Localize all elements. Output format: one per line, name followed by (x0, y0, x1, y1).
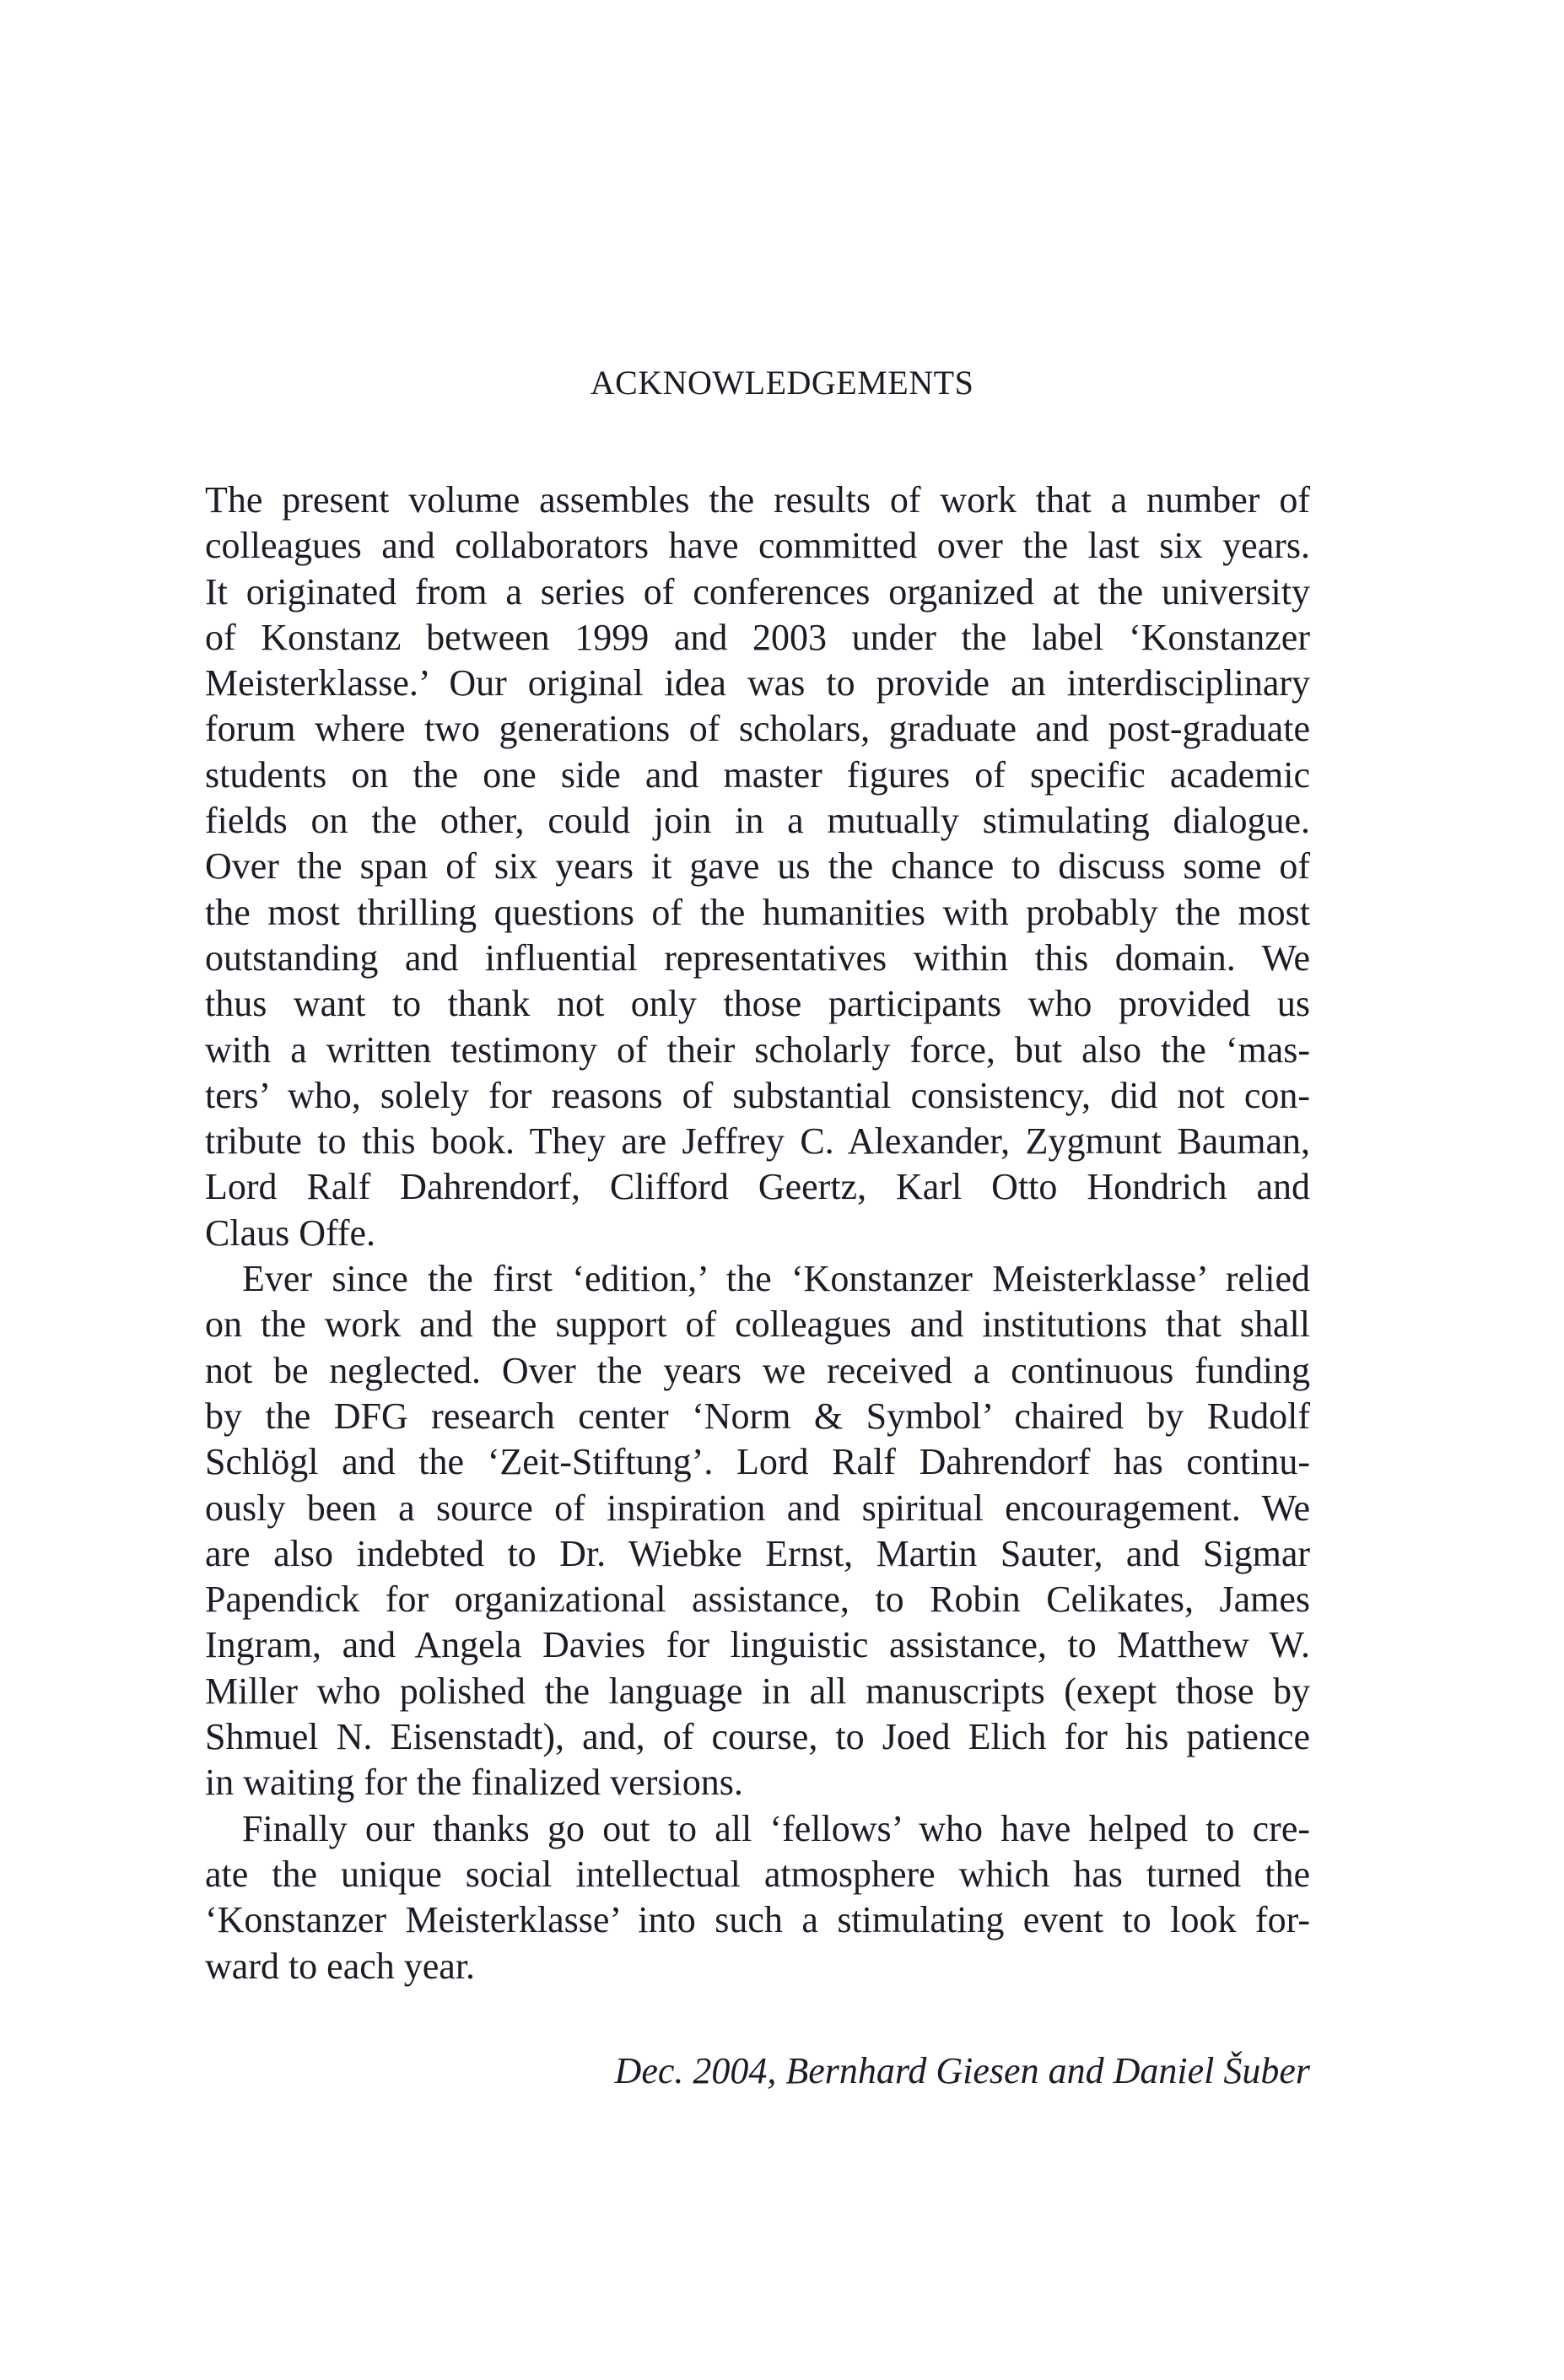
text-line: fields on the other, could join in a mutually stimulating dialogue. (205, 800, 1310, 842)
text-line: Over the span of six years it gave us the chance to discuss some of (205, 845, 1310, 888)
text-line: ters’ who, solely for reasons of substantial consistency, did not con- (205, 1074, 1310, 1116)
text-line: tribute to this book. They are Jeffrey C. Alexander, Zygmunt Bauman, (205, 1120, 1310, 1163)
text-line: are also indebted to Dr. Wiebke Ernst, Martin Sauter, and Sigmar (205, 1532, 1310, 1574)
text-line: Lord Ralf Dahrendorf, Clifford Geertz, Karl Otto Hondrich and (205, 1166, 1310, 1208)
text-line: ate the unique social intellectual atmosphere which has turned the (205, 1853, 1310, 1895)
text-line: Miller who polished the language in all manuscripts (exept those by (205, 1670, 1310, 1712)
text-line: Ingram, and Angela Davies for linguistic assistance, to Matthew W. (205, 1624, 1310, 1666)
text-line: colleagues and collaborators have committed over the last six years. (205, 525, 1310, 567)
text-line: Papendick for organizational assistance, to Robin Celikates, James (205, 1579, 1310, 1621)
text-line: in waiting for the finalized versions. (205, 1762, 743, 1804)
paragraph-1 (205, 478, 1310, 1256)
paragraph-3 (205, 1806, 1310, 1989)
text-line: It originated from a series of conferences organized at the university (205, 570, 1310, 613)
text-line: The present volume assembles the results of work that a number of (205, 479, 1310, 521)
paragraph-2 (205, 1256, 1310, 1806)
page-title: ACKNOWLEDGEMENTS (590, 364, 974, 402)
text-line: Meisterklasse.’ Our original idea was to provide an interdisciplinary (205, 662, 1310, 704)
text-line: not be neglected. Over the years we received a continuous funding (205, 1349, 1310, 1391)
text-line: on the work and the support of colleagues and institutions that shall (205, 1303, 1310, 1346)
text-line: Claus Offe. (205, 1212, 376, 1254)
text-line: the most thrilling questions of the humanities with probably the most (205, 891, 1310, 933)
text-line: by the DFG research center ‘Norm & Symbol’ chaired by Rudolf (205, 1395, 1310, 1437)
signature-line: Dec. 2004, Bernhard Giesen and Daniel Šuber (614, 2050, 1310, 2091)
text-line: students on the one side and master figures of specific academic (205, 753, 1310, 796)
text-line: ‘Konstanzer Meisterklasse’ into such a stimulating event to look for- (205, 1899, 1310, 1941)
text-line: Finally our thanks go out to all ‘fellows’ who have helped to cre- (242, 1807, 1310, 1849)
acknowledgements-body (205, 478, 1310, 1989)
text-line: with a written testimony of their scholarly force, but also the ‘mas- (205, 1028, 1310, 1071)
text-line: Schlögl and the ‘Zeit-Stiftung’. Lord Ralf Dahrendorf has continu- (205, 1441, 1310, 1483)
text-line: forum where two generations of scholars, graduate and post-graduate (205, 708, 1310, 750)
text-line: ward to each year. (205, 1945, 476, 1987)
text-line: of Konstanz between 1999 and 2003 under the label ‘Konstanzer (205, 616, 1310, 658)
text-line: thus want to thank not only those participants who provided us (205, 983, 1310, 1025)
text-line: Shmuel N. Eisenstadt), and, of course, to Joed Elich for his patience (205, 1716, 1310, 1758)
text-line: outstanding and influential representatives within this domain. We (205, 936, 1310, 979)
text-line: Ever since the first ‘edition,’ the ‘Konstanzer Meisterklasse’ relied (242, 1258, 1310, 1300)
text-line: ously been a source of inspiration and spiritual encouragement. We (205, 1487, 1310, 1529)
